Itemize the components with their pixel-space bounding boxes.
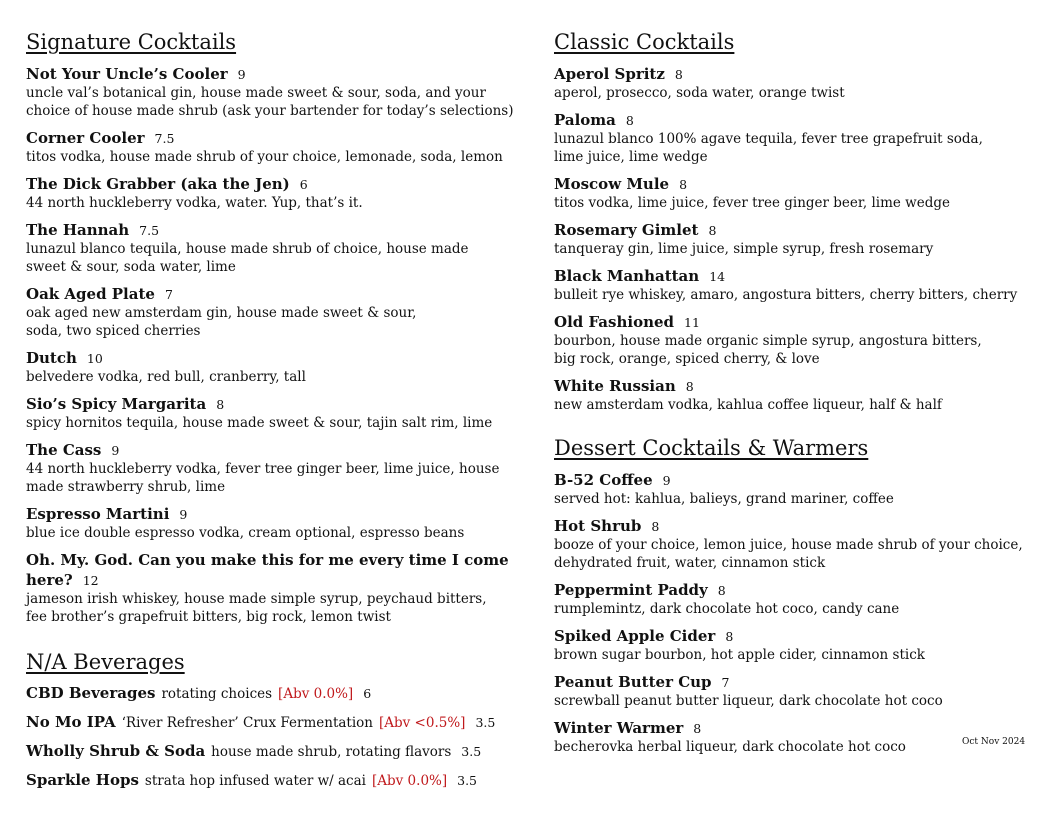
menu-item-description: [26, 460, 526, 496]
menu-item: [554, 376, 1030, 414]
na-item-description: strata hop infused water w/ acai: [144, 773, 366, 789]
menu-item-description: [554, 738, 1030, 756]
menu-item: [554, 718, 1030, 756]
menu-item-description: [26, 304, 526, 340]
menu-item-description: [26, 368, 526, 386]
menu-item-description: [554, 536, 1030, 572]
section-title: N/A Beverages: [26, 650, 185, 674]
description-line: made strawberry shrub, lime: [26, 479, 226, 495]
menu-item-name: Peppermint Paddy: [554, 581, 708, 599]
menu-item-header: [26, 550, 526, 590]
menu-item-price: 12: [82, 573, 99, 588]
description-line: screwball peanut butter liqueur, dark chocolate hot coco: [554, 693, 943, 709]
menu-item: [26, 440, 526, 496]
menu-item-description: [554, 194, 1030, 212]
menu-item: [26, 504, 526, 542]
menu-item-description: [554, 130, 1030, 166]
description-line: aperol, prosecco, soda water, orange twist: [554, 85, 845, 101]
description-line: 44 north huckleberry vodka, water. Yup, that’s it.: [26, 195, 363, 211]
menu-item-price: 8: [651, 519, 660, 534]
menu-item-price: 8: [693, 721, 702, 736]
description-line: spicy hornitos tequila, house made sweet & sour, tajin salt rim, lime: [26, 415, 493, 431]
description-line: oak aged new amsterdam gin, house made sweet & sour,: [26, 305, 417, 321]
menu-item-price: 9: [662, 473, 671, 488]
description-line: uncle val’s botanical gin, house made sweet & sour, soda, and your: [26, 85, 486, 101]
dessert-list: [554, 470, 1030, 756]
description-line: lunazul blanco tequila, house made shrub of choice, house made: [26, 241, 469, 257]
menu-item-description: [26, 240, 526, 276]
menu-item-description: [554, 490, 1030, 508]
na-item-price: 6: [363, 686, 372, 701]
section-title: Dessert Cocktails & Warmers: [554, 436, 869, 460]
menu-item-description: [26, 84, 526, 120]
menu-date: Oct Nov 2024: [962, 737, 1026, 747]
na-item-name: No Mo IPA: [26, 713, 116, 731]
description-line: fee brother’s grapefruit bitters, big rock, lemon twist: [26, 609, 391, 625]
right-column: [554, 28, 1030, 772]
menu-item-description: [554, 646, 1030, 664]
menu-item-header: [554, 470, 1030, 490]
menu-item-name: The Cass: [26, 441, 102, 459]
abv-label: [Abv 0.0%]: [278, 686, 354, 702]
menu-item-header: [554, 580, 1030, 600]
na-item-description: rotating choices: [161, 686, 273, 702]
na-item-description: ‘River Refresher’ Crux Fermentation: [121, 715, 373, 731]
menu-item-header: [554, 718, 1030, 738]
menu-item-price: 7.5: [139, 223, 160, 238]
section-title: Classic Cocktails: [554, 30, 735, 54]
menu-item-price: 6: [299, 177, 308, 192]
menu-item-name: Old Fashioned: [554, 313, 675, 331]
na-list: [26, 684, 526, 790]
menu-item-price: 9: [111, 443, 120, 458]
menu-item: [554, 516, 1030, 572]
menu-item: [554, 266, 1030, 304]
menu-item-description: [554, 286, 1030, 304]
menu-item-name: Oh. My. God. Can you make this for me every time I come here?: [26, 551, 509, 589]
menu-item-header: [554, 174, 1030, 194]
menu-item: [554, 580, 1030, 618]
menu-item-header: [26, 128, 526, 148]
menu-item-price: 7: [721, 675, 730, 690]
left-column: [26, 28, 526, 806]
description-line: 44 north huckleberry vodka, fever tree ginger beer, lime juice, house: [26, 461, 500, 477]
menu-item-description: [554, 332, 1030, 368]
menu-item-description: [554, 692, 1030, 710]
menu-item-price: 11: [684, 315, 700, 330]
description-line: becherovka herbal liqueur, dark chocolate hot coco: [554, 739, 906, 755]
menu-item-name: Dutch: [26, 349, 77, 367]
menu-item-name: Moscow Mule: [554, 175, 670, 193]
menu-item-price: 8: [725, 629, 734, 644]
menu-item-price: 8: [674, 67, 683, 82]
na-beverages-section: [26, 648, 526, 790]
menu-item: [26, 64, 526, 120]
menu-item-price: 8: [685, 379, 694, 394]
menu-item-name: B-52 Coffee: [554, 471, 653, 489]
menu-item-name: Peanut Butter Cup: [554, 673, 712, 691]
description-line: served hot: kahlua, balieys, grand mariner, coffee: [554, 491, 894, 507]
menu-item-header: [26, 394, 526, 414]
menu-item: [26, 550, 526, 626]
description-line: titos vodka, house made shrub of your choice, lemonade, soda, lemon: [26, 149, 503, 165]
na-item-name: CBD Beverages: [26, 684, 156, 702]
menu-item-name: The Dick Grabber (aka the Jen): [26, 175, 290, 193]
menu-item-header: [554, 516, 1030, 536]
menu-item-header: [554, 64, 1030, 84]
description-line: blue ice double espresso vodka, cream optional, espresso beans: [26, 525, 465, 541]
menu-item-name: Black Manhattan: [554, 267, 700, 285]
description-line: booze of your choice, lemon juice, house made shrub of your choice,: [554, 537, 1023, 553]
menu-item-name: Rosemary Gimlet: [554, 221, 699, 239]
description-line: titos vodka, lime juice, fever tree ginger beer, lime wedge: [554, 195, 951, 211]
menu-item-price: 8: [625, 113, 634, 128]
menu-item: [554, 672, 1030, 710]
menu-item-name: Hot Shrub: [554, 517, 642, 535]
description-line: belvedere vodka, red bull, cranberry, tall: [26, 369, 306, 385]
classic-list: [554, 64, 1030, 414]
menu-item: [26, 284, 526, 340]
menu-item-description: [26, 194, 526, 212]
menu-item-header: [26, 440, 526, 460]
menu-item-name: Oak Aged Plate: [26, 285, 155, 303]
na-item: [26, 713, 526, 732]
na-item-price: 3.5: [457, 773, 478, 788]
menu-item-price: 8: [717, 583, 726, 598]
menu-item-description: [554, 84, 1030, 102]
menu-item-name: Paloma: [554, 111, 616, 129]
menu-item-name: White Russian: [554, 377, 676, 395]
menu-item-price: 9: [237, 67, 246, 82]
menu-item-header: [554, 110, 1030, 130]
description-line: lunazul blanco 100% agave tequila, fever tree grapefruit soda,: [554, 131, 983, 147]
menu-item-header: [26, 348, 526, 368]
menu-item-header: [554, 312, 1030, 332]
description-line: jameson irish whiskey, house made simple syrup, peychaud bitters,: [26, 591, 487, 607]
menu-item-price: 10: [86, 351, 103, 366]
na-item: [26, 771, 526, 790]
menu-item-description: [26, 148, 526, 166]
description-line: bulleit rye whiskey, amaro, angostura bitters, cherry bitters, cherry: [554, 287, 1018, 303]
menu-item-description: [554, 396, 1030, 414]
menu-item-price: 8: [216, 397, 225, 412]
menu-item-price: 14: [709, 269, 726, 284]
menu-item: [554, 312, 1030, 368]
na-item-name: Wholly Shrub & Soda: [26, 742, 206, 760]
menu-item-name: Sio’s Spicy Margarita: [26, 395, 207, 413]
description-line: new amsterdam vodka, kahlua coffee liqueur, half & half: [554, 397, 942, 413]
na-item: [26, 684, 526, 703]
menu-item-name: Corner Cooler: [26, 129, 145, 147]
menu-item-price: 8: [708, 223, 717, 238]
description-line: lime juice, lime wedge: [554, 149, 708, 165]
description-line: sweet & sour, soda water, lime: [26, 259, 236, 275]
na-item: [26, 742, 526, 761]
na-item-price: 3.5: [461, 744, 482, 759]
menu-item: [554, 626, 1030, 664]
menu-item: [554, 220, 1030, 258]
menu-item: [554, 470, 1030, 508]
menu-item-name: The Hannah: [26, 221, 130, 239]
menu-item: [26, 348, 526, 386]
description-line: tanqueray gin, lime juice, simple syrup, fresh rosemary: [554, 241, 934, 257]
menu-item: [26, 220, 526, 276]
menu-item-name: Not Your Uncle’s Cooler: [26, 65, 228, 83]
menu-item: [26, 394, 526, 432]
abv-label: [Abv <0.5%]: [378, 715, 466, 731]
na-item-name: Sparkle Hops: [26, 771, 139, 789]
menu-item-header: [26, 174, 526, 194]
menu-item-description: [26, 414, 526, 432]
menu-item-description: [26, 524, 526, 542]
menu-item: [554, 110, 1030, 166]
description-line: choice of house made shrub (ask your bartender for today’s selections): [26, 103, 514, 119]
menu-item-header: [554, 266, 1030, 286]
dessert-cocktails-section: [554, 434, 1030, 756]
menu-item-name: Espresso Martini: [26, 505, 170, 523]
menu-item-price: 9: [179, 507, 188, 522]
description-line: brown sugar bourbon, hot apple cider, cinnamon stick: [554, 647, 925, 663]
menu-item-header: [26, 64, 526, 84]
menu-item-header: [26, 220, 526, 240]
menu-item-price: 8: [679, 177, 688, 192]
section-title: Signature Cocktails: [26, 30, 237, 54]
menu-item-header: [554, 220, 1030, 240]
description-line: soda, two spiced cherries: [26, 323, 201, 339]
menu-item-header: [554, 376, 1030, 396]
menu-item: [554, 64, 1030, 102]
na-item-description: house made shrub, rotating flavors: [211, 744, 452, 760]
menu-item: [26, 128, 526, 166]
menu-item-header: [554, 626, 1030, 646]
menu-item-name: Spiked Apple Cider: [554, 627, 716, 645]
menu-item-header: [26, 504, 526, 524]
menu-item-description: [26, 590, 526, 626]
menu-item-name: Aperol Spritz: [554, 65, 665, 83]
description-line: big rock, orange, spiced cherry, & love: [554, 351, 820, 367]
menu-item-header: [26, 284, 526, 304]
classic-cocktails-section: [554, 28, 1030, 414]
menu-item-description: [554, 600, 1030, 618]
description-line: rumplemintz, dark chocolate hot coco, candy cane: [554, 601, 900, 617]
signature-cocktails-section: [26, 28, 526, 626]
signature-list: [26, 64, 526, 626]
menu-item-description: [554, 240, 1030, 258]
menu-item-name: Winter Warmer: [554, 719, 684, 737]
menu-item-price: 7: [164, 287, 173, 302]
menu-item-header: [554, 672, 1030, 692]
menu-item-price: 7.5: [154, 131, 175, 146]
abv-label: [Abv 0.0%]: [371, 773, 448, 789]
na-item-price: 3.5: [475, 715, 496, 730]
description-line: bourbon, house made organic simple syrup, angostura bitters,: [554, 333, 982, 349]
menu-item: [26, 174, 526, 212]
menu-item: [554, 174, 1030, 212]
description-line: dehydrated fruit, water, cinnamon stick: [554, 555, 826, 571]
